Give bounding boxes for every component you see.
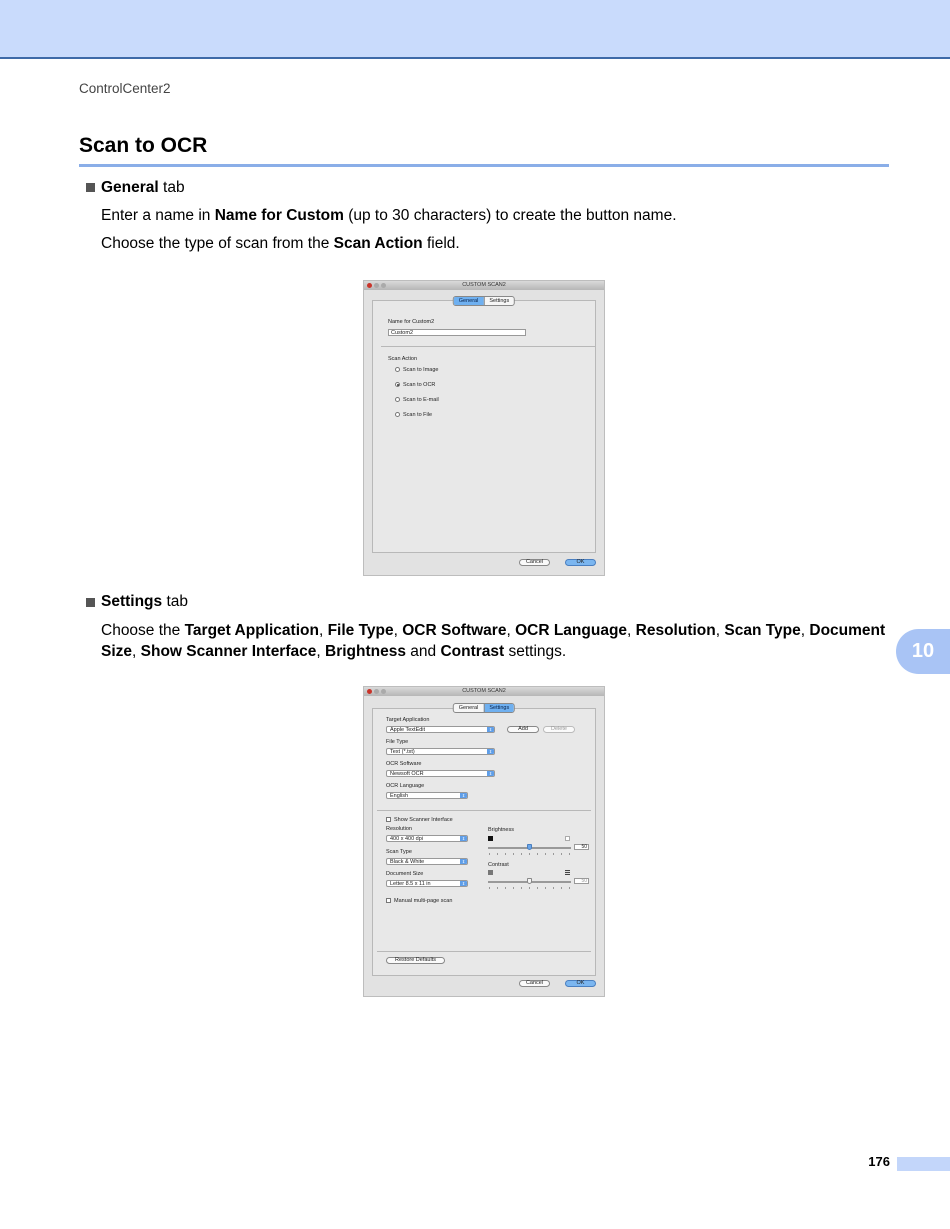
option-scan-to-file: Scan to File <box>403 412 433 418</box>
name-for-custom-input[interactable]: Custom2 <box>388 329 526 336</box>
tab-bar <box>453 296 515 306</box>
ocr-software-label: OCR Software <box>386 761 422 767</box>
stepper-arrows-icon: ⇕ <box>488 749 493 754</box>
running-head: ControlCenter2 <box>79 81 171 96</box>
window-controls <box>367 283 386 288</box>
ocr-language-label: OCR Language <box>386 783 425 789</box>
minimize-window-icon[interactable] <box>374 689 379 694</box>
close-window-icon[interactable] <box>367 283 372 288</box>
contrast-ticks <box>489 887 571 889</box>
tab-settings[interactable]: Settings <box>483 704 514 712</box>
tab-general[interactable]: General <box>458 705 479 711</box>
dialog-title: CUSTOM SCAN2 <box>364 687 604 696</box>
manual-multi-page-checkbox[interactable] <box>386 898 391 903</box>
scan-type-select[interactable]: Black & White ⇕ <box>386 858 468 865</box>
divider <box>377 810 591 811</box>
zoom-window-icon[interactable] <box>381 283 386 288</box>
stepper-arrows-icon: ⇕ <box>461 881 466 886</box>
brightness-label: Brightness <box>488 827 514 833</box>
header-band <box>0 0 950 59</box>
general-tab-heading: General tab <box>101 179 185 196</box>
option-scan-to-image: Scan to Image <box>403 367 439 373</box>
target-application-label: Target Application <box>386 717 430 723</box>
cancel-button[interactable]: Cancel <box>519 980 550 987</box>
radio-scan-to-image[interactable] <box>395 367 400 372</box>
window-controls <box>367 689 386 694</box>
section-title: Scan to OCR <box>79 134 208 157</box>
tab-bar <box>453 703 515 713</box>
zoom-window-icon[interactable] <box>381 689 386 694</box>
scan-type-label: Scan Type <box>386 849 412 855</box>
option-scan-to-email: Scan to E-mail <box>403 397 439 403</box>
stepper-arrows-icon: ⇕ <box>461 859 466 864</box>
tab-panel <box>372 300 596 553</box>
contrast-slider-thumb[interactable] <box>527 878 532 884</box>
manual-multi-page-label: Manual multi-page scan <box>394 898 453 904</box>
dialog-settings-screenshot <box>363 686 605 997</box>
file-type-select[interactable]: Text (*.txt) ⇕ <box>386 748 495 755</box>
tab-general[interactable]: General <box>454 297 484 305</box>
show-scanner-interface-checkbox[interactable] <box>386 817 391 822</box>
close-window-icon[interactable] <box>367 689 372 694</box>
target-application-select[interactable]: Apple TextEdit ⇕ <box>386 726 495 733</box>
title-rule <box>79 164 889 167</box>
resolution-select[interactable]: 400 x 400 dpi ⇕ <box>386 835 468 842</box>
divider <box>381 346 595 347</box>
stepper-arrows-icon: ⇕ <box>461 836 466 841</box>
general-line-1: Enter a name in Name for Custom (up to 30 characters) to create the button name. <box>101 207 677 224</box>
radio-scan-to-file[interactable] <box>395 412 400 417</box>
contrast-value[interactable]: 50 <box>574 878 589 884</box>
stepper-arrows-icon: ⇕ <box>488 727 493 732</box>
brightness-light-icon <box>565 836 570 841</box>
chapter-tab: 10 <box>896 629 950 674</box>
option-scan-to-ocr: Scan to OCR <box>403 382 436 388</box>
resolution-label: Resolution <box>386 826 412 832</box>
bullet-square-icon <box>86 183 95 192</box>
ok-button[interactable]: OK <box>565 559 596 566</box>
radio-scan-to-email[interactable] <box>395 397 400 402</box>
stepper-arrows-icon: ⇕ <box>488 771 493 776</box>
radio-scan-to-ocr[interactable] <box>395 382 400 387</box>
show-scanner-interface-label: Show Scanner Interface <box>394 817 453 823</box>
bullet-square-icon <box>86 598 95 607</box>
general-line-2: Choose the type of scan from the Scan Action field. <box>101 235 460 252</box>
brightness-value[interactable]: 50 <box>574 844 589 850</box>
restore-defaults-button[interactable]: Restore Defaults <box>386 957 445 964</box>
brightness-dark-icon <box>488 836 493 841</box>
scan-action-label: Scan Action <box>388 356 418 362</box>
divider <box>377 951 591 952</box>
ocr-software-select[interactable]: Newsoft OCR ⇕ <box>386 770 495 777</box>
ok-button[interactable]: OK <box>565 980 596 987</box>
contrast-low-icon <box>488 870 493 875</box>
cancel-button[interactable]: Cancel <box>519 559 550 566</box>
document-size-label: Document Size <box>386 871 424 877</box>
dialog-general-screenshot <box>363 280 605 576</box>
file-type-label: File Type <box>386 739 409 745</box>
page-number: 176 <box>868 1154 890 1169</box>
ocr-language-select[interactable]: English ⇕ <box>386 792 468 799</box>
contrast-label: Contrast <box>488 862 509 868</box>
document-size-select[interactable]: Letter 8.5 x 11 in ⇕ <box>386 880 468 887</box>
tab-settings[interactable]: Settings <box>483 297 514 305</box>
brightness-ticks <box>489 853 571 855</box>
contrast-high-icon <box>565 870 570 875</box>
add-button[interactable]: Add <box>507 726 539 733</box>
minimize-window-icon[interactable] <box>374 283 379 288</box>
delete-button[interactable]: Delete <box>543 726 575 733</box>
brightness-slider-thumb[interactable] <box>527 844 532 850</box>
stepper-arrows-icon: ⇕ <box>461 793 466 798</box>
dialog-title: CUSTOM SCAN2 <box>364 281 604 290</box>
footer-band <box>897 1157 950 1171</box>
name-for-custom-label: Name for Custom2 <box>388 319 435 325</box>
settings-description: Choose the Target Application, File Type, OCR Software, OCR Language, Resolution, Scan Type, Document Size, Show Scanner Interface, Brightness and Contrast settings. <box>101 622 886 660</box>
settings-tab-heading: Settings tab <box>101 593 189 610</box>
